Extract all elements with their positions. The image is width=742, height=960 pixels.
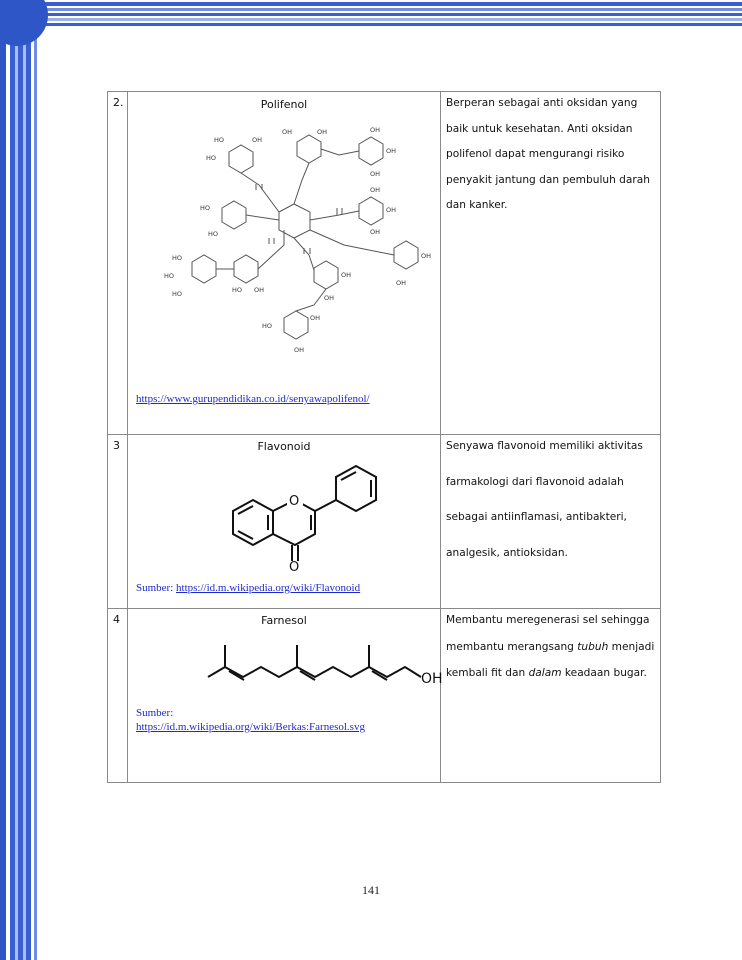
svg-text:OH: OH — [324, 294, 335, 302]
source-label: Sumber: — [136, 707, 174, 719]
table-row — [108, 609, 661, 783]
structure-cell — [128, 609, 441, 783]
compound-name: Flavonoid — [257, 440, 311, 453]
table-row — [108, 435, 661, 609]
source-label: Sumber: — [136, 582, 177, 594]
svg-text:OH: OH — [310, 314, 321, 322]
svg-text:OH: OH — [282, 128, 293, 136]
compound-name: Polifenol — [260, 98, 308, 111]
svg-text:OH: OH — [254, 286, 265, 294]
svg-text:HO: HO — [208, 230, 219, 238]
description-cell — [441, 435, 661, 609]
structure-cell — [128, 435, 441, 609]
source-link[interactable]: https://www.gurupendidikan.co.id/senyawapolifenol/ — [136, 393, 370, 405]
description-cell — [441, 609, 661, 783]
corner-circle — [0, 0, 48, 46]
svg-text:OH: OH — [294, 346, 305, 354]
svg-text:OH: OH — [370, 228, 381, 236]
top-decorative-band — [0, 0, 742, 30]
source-link[interactable]: https://id.m.wikipedia.org/wiki/Berkas:Farnesol.svg — [136, 721, 365, 733]
row-number: 2. — [108, 92, 128, 435]
page-number: 141 — [362, 883, 380, 897]
polyphenol-structure-image — [134, 120, 434, 360]
left-decorative-band — [0, 0, 40, 960]
svg-text:OH: OH — [341, 271, 352, 279]
hydroxyl-labels — [164, 126, 431, 354]
row-number: 3 — [108, 435, 128, 609]
compound-table — [107, 91, 661, 783]
description-text: Senyawa flavonoid memiliki aktivitas farmakologi dari flavonoid adalah sebagai antiinflamasi, antibakteri, analgesik, antioksidan. — [446, 440, 643, 559]
svg-text:HO: HO — [172, 290, 183, 298]
flavonoid-structure-image — [223, 457, 423, 572]
svg-text:OH: OH — [421, 252, 432, 260]
svg-text:OH: OH — [252, 136, 263, 144]
svg-text:OH: OH — [386, 206, 397, 214]
svg-text:HO: HO — [262, 322, 273, 330]
compound-name: Farnesol — [261, 614, 307, 627]
svg-text:O: O — [289, 494, 300, 509]
structure-cell — [128, 92, 441, 435]
source-link[interactable]: https://id.m.wikipedia.org/wiki/Flavonoid — [176, 582, 361, 594]
description-text: Berperan sebagai anti oksidan yang baik untuk kesehatan. Anti oksidan polifenol dapat mengurangi risiko penyakit jantung dan pembuluh darah dan kanker. — [446, 97, 650, 211]
svg-text:OH: OH — [396, 279, 407, 287]
description-cell — [441, 92, 661, 435]
svg-text:OH: OH — [370, 170, 381, 178]
svg-text:OH: OH — [386, 147, 397, 155]
svg-text:HO: HO — [206, 154, 217, 162]
svg-text:HO: HO — [214, 136, 225, 144]
svg-text:HO: HO — [200, 204, 211, 212]
hydroxyl-label: OH — [421, 671, 443, 687]
svg-text:OH: OH — [370, 186, 381, 194]
table-row — [108, 92, 661, 435]
svg-text:HO: HO — [172, 254, 183, 262]
farnesol-structure-image — [203, 637, 443, 697]
svg-text:OH: OH — [370, 126, 381, 134]
svg-text:OH: OH — [317, 128, 328, 136]
svg-text:HO: HO — [232, 286, 243, 294]
svg-text:HO: HO — [164, 272, 175, 280]
description-text: Membantu meregenerasi sel sehingga membantu merangsang tubuh menjadi kembali fit dan dalam keadaan bugar. — [446, 614, 655, 679]
row-number: 4 — [108, 609, 128, 783]
svg-text:O: O — [289, 560, 300, 572]
